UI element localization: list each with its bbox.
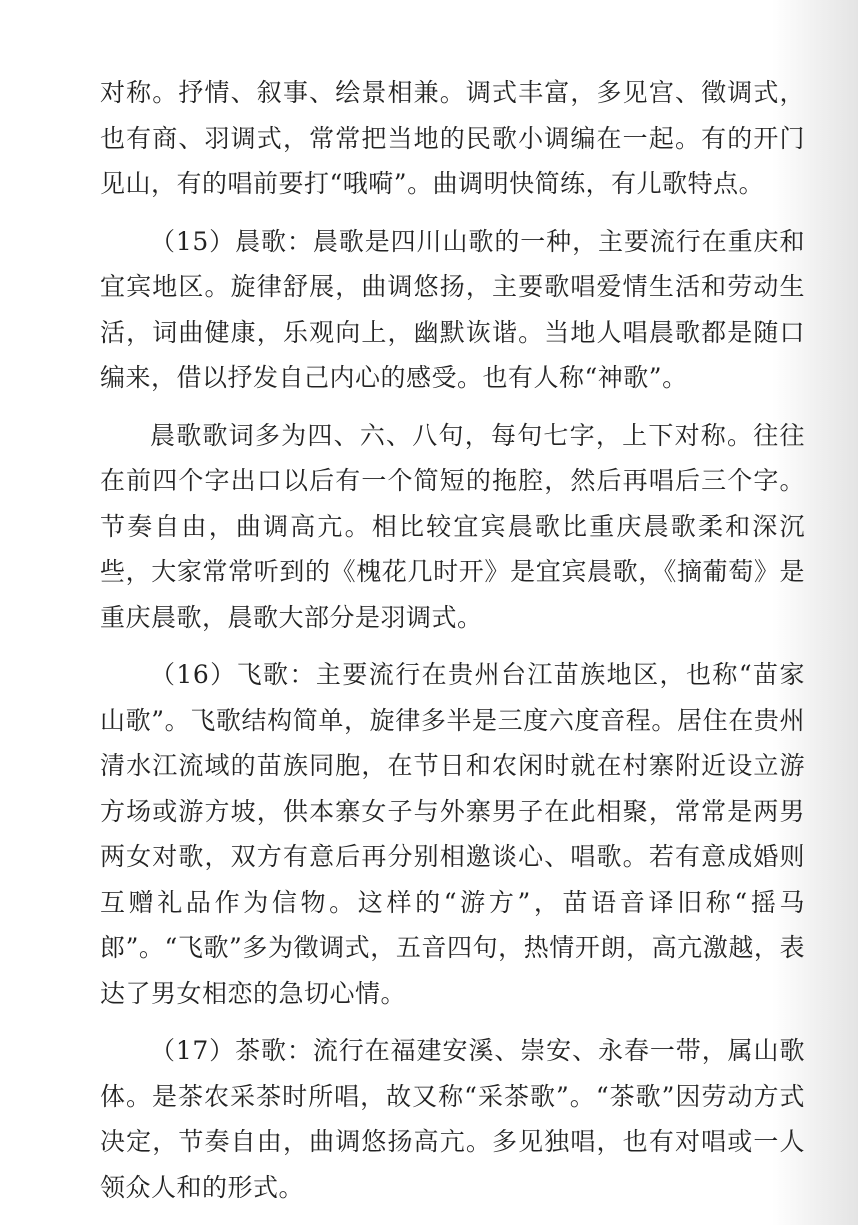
paragraph-gap <box>100 1016 805 1028</box>
paragraph-gap <box>100 640 805 652</box>
body-text <box>100 70 805 1210</box>
paragraph-gap <box>100 207 805 219</box>
paragraph-chen-ge: （15）晨歌：晨歌是四川山歌的一种，主要流行在重庆和宜宾地区。旋律舒展，曲调悠扬，主要歌唱爱情生活和劳动生活，词曲健康，乐观向上，幽默诙谐。当地人唱晨歌都是随口编来，借以抒发自己内心的感受。也有人称“神歌”。 <box>100 226 805 392</box>
paragraph-chen-ge-lyrics: 晨歌歌词多为四、六、八句，每句七字，上下对称。往往在前四个字出口以后有一个简短的拖腔，然后再唱后三个字。节奏自由，曲调高亢。相比较宜宾晨歌比重庆晨歌柔和深沉些，大家常常听到的《槐花几时开》是宜宾晨歌，《摘葡萄》是重庆晨歌，晨歌大部分是羽调式。 <box>100 420 805 632</box>
paragraph-gap <box>100 401 805 413</box>
paragraph-cha-ge: （17）茶歌：流行在福建安溪、崇安、永春一带，属山歌体。是茶农采茶时所唱，故又称“采茶歌”。“茶歌”因劳动方式决定，节奏自由，曲调悠扬高亢。多见独唱，也有对唱或一人领众人和的形式。 <box>100 1036 805 1202</box>
paragraph-continuation: 对称。抒情、叙事、绘景相兼。调式丰富，多见宫、徵调式，也有商、羽调式，常常把当地的民歌小调编在一起。有的开门见山，有的唱前要打“哦嗬”。曲调明快简练，有儿歌特点。 <box>100 78 805 198</box>
paragraph-fei-ge: （16）飞歌：主要流行在贵州台江苗族地区，也称“苗家山歌”。飞歌结构简单，旋律多半是三度六度音程。居住在贵州清水江流域的苗族同胞，在节日和农闲时就在村寨附近设立游方场或游方坡，供本寨女子与外寨男子在此相聚，常常是两男两女对歌，双方有意后再分别相邀谈心、唱歌。若有意成婚则互赠礼品作为信物。这样的“游方”，苗语音译旧称“摇马郎”。“飞歌”多为徵调式，五音四句，热情开朗，高亢激越，表达了男女相恋的急切心情。 <box>100 660 805 1008</box>
